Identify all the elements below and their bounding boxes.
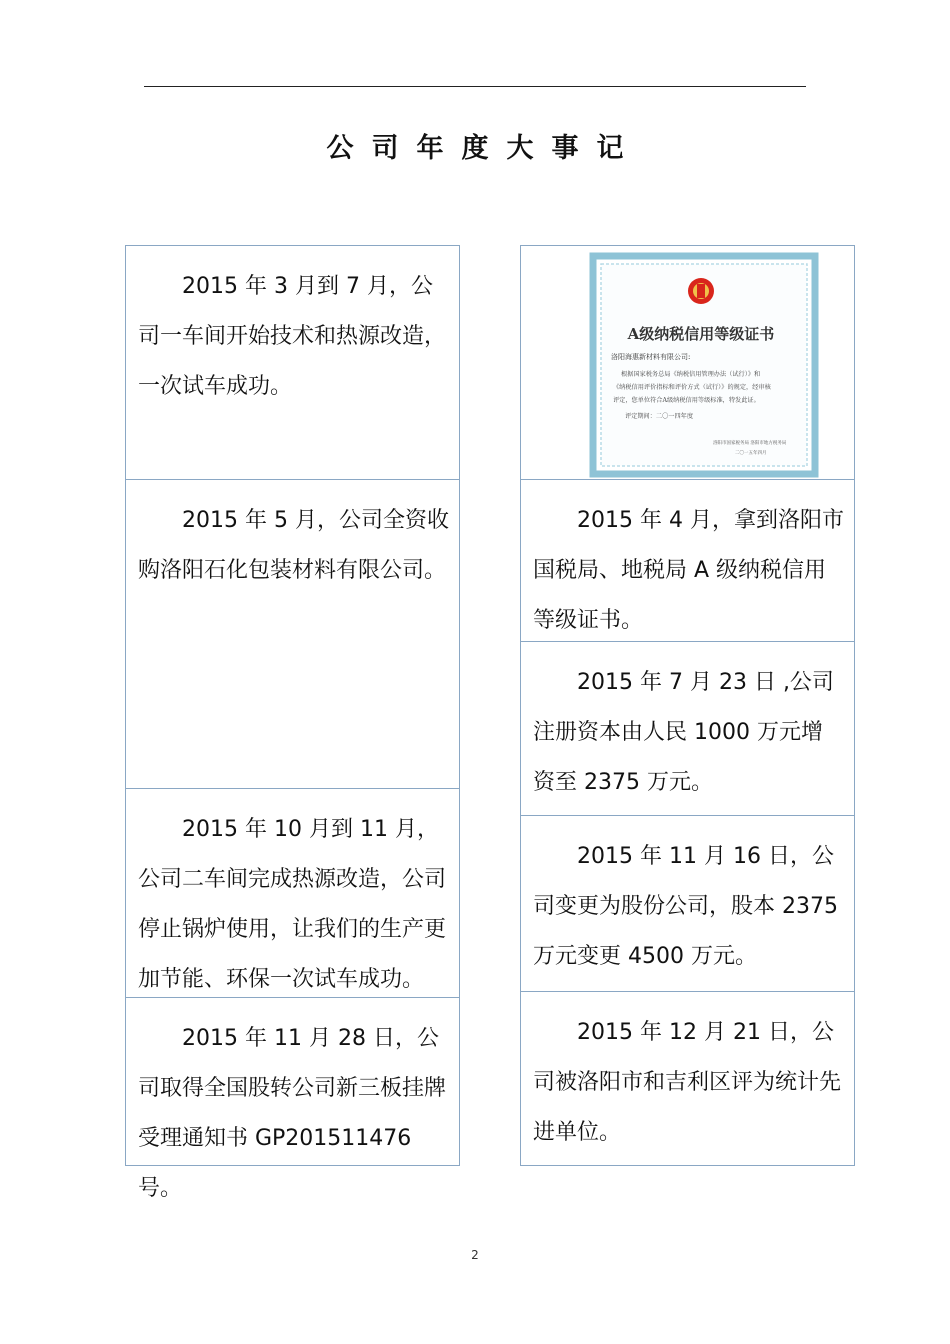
tax-emblem-icon — [688, 278, 714, 304]
event-box — [520, 479, 855, 642]
event-text: 2015 年 4 月，拿到洛阳市国税局、地税局 A 级纳税信用等级证书。 — [533, 508, 844, 633]
certificate-body-line: 《纳税信用评价指标和评价方式（试行）》的规定，经审核 — [613, 384, 771, 391]
event-text: 2015 年 7 月 23 日 ,公司注册资本由人民 1000 万元增资至 2375 万元。 — [533, 670, 834, 795]
certificate-image — [521, 246, 854, 479]
header-rule — [144, 86, 806, 87]
event-text: 2015 年 3 月到 7 月，公司一车间开始技术和热源改造，一次试车成功。 — [138, 274, 447, 399]
certificate-box — [520, 245, 855, 480]
event-text: 2015 年 11 月 16 日，公司变更为股份公司，股本 2375 万元变更 4500 万元。 — [533, 844, 838, 969]
certificate-date: 二〇一五年四月 — [735, 451, 767, 456]
event-box — [125, 997, 460, 1201]
page-title: 公司年度大事记 — [326, 133, 642, 164]
event-text: 2015 年 5 月，公司全资收购洛阳石化包装材料有限公司。 — [138, 508, 449, 583]
event-box — [125, 788, 460, 998]
certificate-body-line: 根据国家税务总局《纳税信用管理办法（试行）》和 — [621, 371, 761, 378]
event-text: 2015 年 12 月 21 日，公司被洛阳市和吉利区评为统计先进单位。 — [533, 1020, 842, 1145]
event-box — [520, 815, 855, 992]
certificate-body-line: 评定，您单位符合A级纳税信用等级标准，特发此证。 — [613, 397, 760, 404]
certificate-period: 评定期间：二〇一四年度 — [625, 413, 694, 420]
event-text: 2015 年 11 月 28 日，公司取得全国股转公司新三板挂牌受理通知书 GP201511476 号。 — [138, 1026, 447, 1201]
event-box — [520, 991, 855, 1166]
event-box — [520, 641, 855, 816]
certificate-recipient: 洛阳海惠新材料有限公司: — [611, 353, 691, 361]
event-box — [125, 479, 460, 789]
event-text: 2015 年 10 月到 11 月，公司二车间完成热源改造，公司停止锅炉使用，让我们的生产更加节能、环保一次试车成功。 — [138, 817, 447, 992]
page-number: 2 — [471, 1248, 479, 1262]
event-box — [125, 245, 460, 480]
certificate-issuer: 洛阳市国家税务局 洛阳市地方税务局 — [713, 441, 787, 446]
certificate-heading: A级纳税信用等级证书 — [627, 325, 775, 343]
